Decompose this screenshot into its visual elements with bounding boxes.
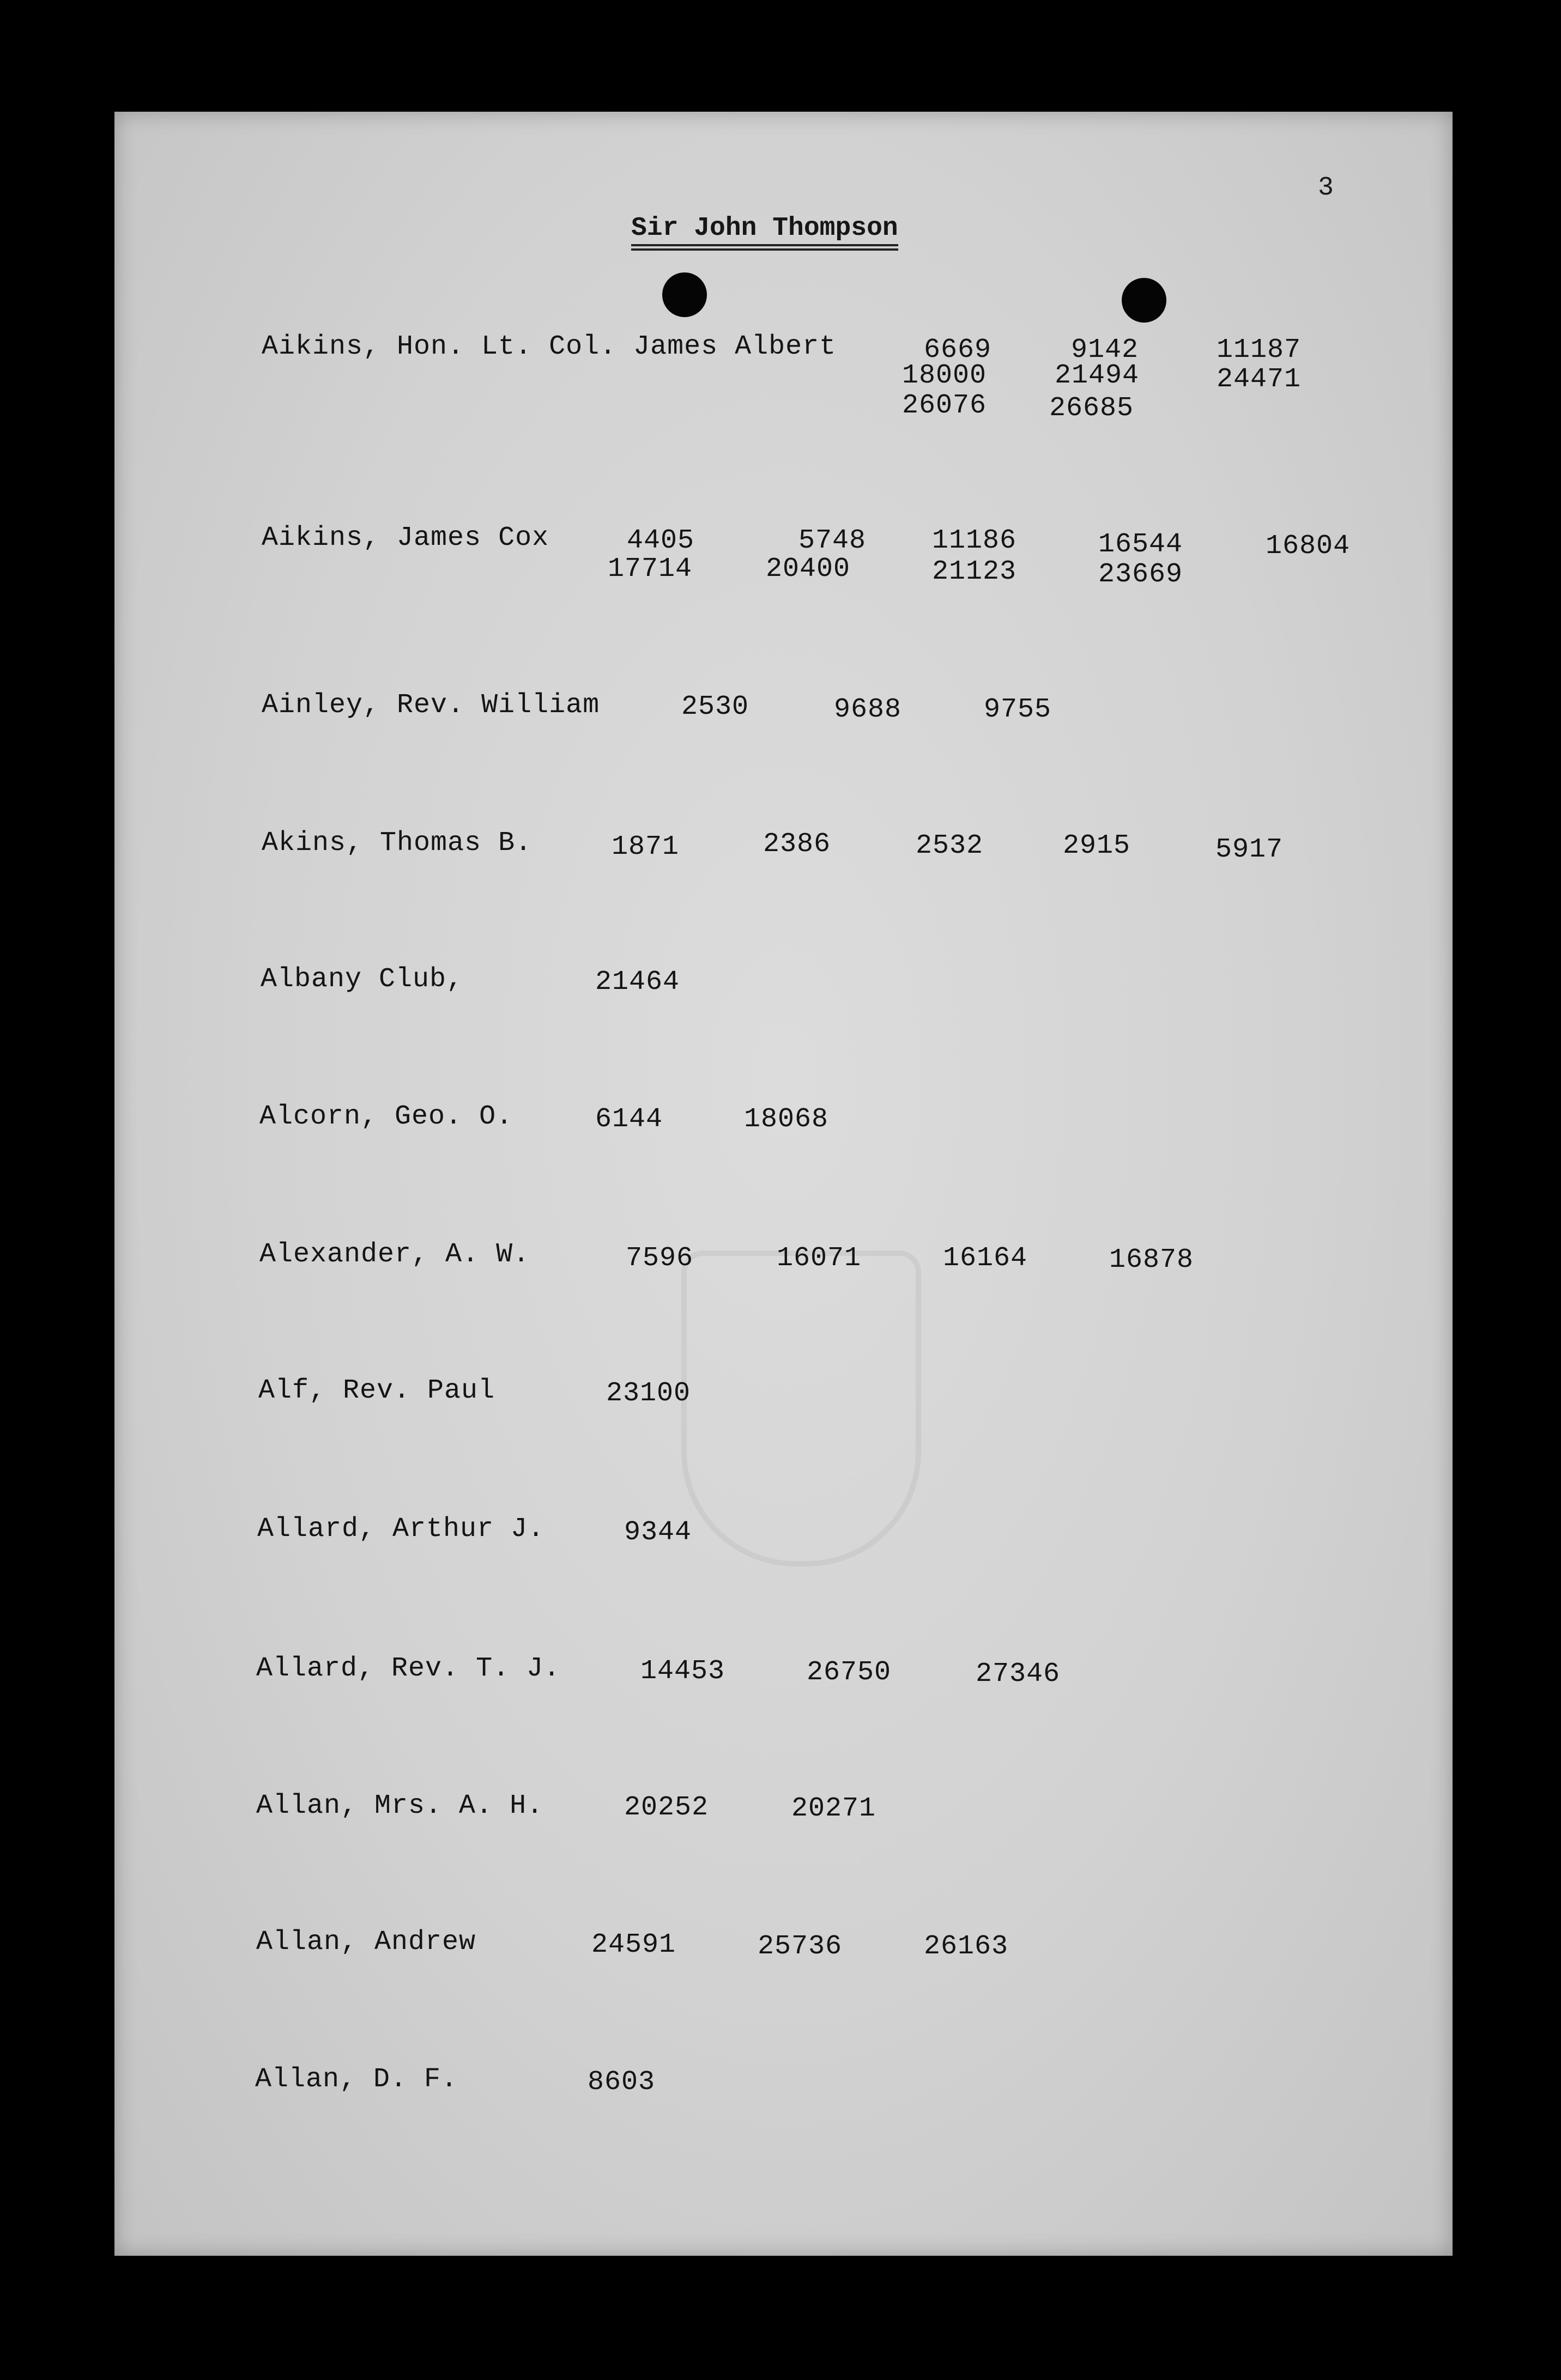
entry-number: 16544 xyxy=(1098,529,1183,560)
entry-name: Allard, Arthur J. xyxy=(257,1514,545,1545)
entry-number: 5748 xyxy=(798,525,867,556)
entry-number: 16071 xyxy=(777,1243,862,1274)
entry-number: 21494 xyxy=(1055,360,1140,391)
entry-name: Akins, Thomas B. xyxy=(262,828,533,859)
entry-number: 23669 xyxy=(1098,559,1183,590)
entry-number: 23100 xyxy=(606,1378,691,1409)
entry-name: Albany Club, xyxy=(261,964,464,995)
entry-number: 2532 xyxy=(916,830,984,861)
entry-number: 4405 xyxy=(627,525,695,556)
entry-name: Alf, Rev. Paul xyxy=(258,1375,495,1406)
entry-number: 18000 xyxy=(902,360,987,391)
entry-number: 9142 xyxy=(1071,335,1139,366)
watermark-shield xyxy=(681,1250,921,1567)
watermark-text xyxy=(758,1594,801,1719)
entry-name: Aikins, Hon. Lt. Col. James Albert xyxy=(262,331,837,362)
page-title: Sir John Thompson xyxy=(631,214,898,246)
entry-number: 2530 xyxy=(681,691,749,722)
entry-number: 24591 xyxy=(591,1929,676,1960)
entry-number: 17714 xyxy=(608,554,693,585)
entry-number: 16878 xyxy=(1109,1244,1194,1276)
entry-number: 2915 xyxy=(1063,830,1131,861)
entry-name: Allan, Mrs. A. H. xyxy=(256,1790,544,1822)
entry-number: 8603 xyxy=(588,2067,656,2098)
entry-number: 26163 xyxy=(924,1931,1009,1962)
entry-number: 21123 xyxy=(932,556,1017,587)
punch-hole xyxy=(662,272,707,317)
entry-number: 14453 xyxy=(640,1656,725,1687)
entry-number: 9344 xyxy=(624,1517,692,1548)
entry-number: 2386 xyxy=(763,829,831,860)
entry-number: 26076 xyxy=(902,390,987,421)
entry-name: Allan, D. F. xyxy=(255,2064,458,2095)
page-number: 3 xyxy=(1318,173,1334,203)
entry-number: 18068 xyxy=(744,1104,829,1135)
entry-number: 5917 xyxy=(1215,834,1284,865)
entry-number: 16164 xyxy=(943,1243,1028,1274)
entry-number: 25736 xyxy=(758,1931,843,1962)
entry-name: Alcorn, Geo. O. xyxy=(259,1101,513,1132)
entry-number: 16804 xyxy=(1266,531,1351,562)
entry-number: 6144 xyxy=(595,1104,663,1135)
entry-number: 24471 xyxy=(1217,364,1302,395)
entry-number: 9688 xyxy=(834,694,902,725)
entry-number: 27346 xyxy=(976,1659,1061,1690)
entry-number: 9755 xyxy=(984,694,1052,725)
punch-hole xyxy=(1122,278,1166,323)
entry-number: 26685 xyxy=(1049,393,1134,424)
entry-number: 20271 xyxy=(791,1793,876,1824)
entry-number: 20400 xyxy=(766,554,851,585)
entry-name: Ainley, Rev. William xyxy=(262,690,600,721)
entry-number: 7596 xyxy=(626,1243,694,1274)
entry-number: 11186 xyxy=(932,525,1017,556)
entry-number: 1871 xyxy=(612,831,680,863)
entry-name: Aikins, James Cox xyxy=(262,523,549,554)
entry-number: 26750 xyxy=(807,1657,892,1688)
entry-number: 20252 xyxy=(624,1792,709,1823)
entry-name: Allard, Rev. T. J. xyxy=(256,1653,561,1684)
entry-name: Alexander, A. W. xyxy=(259,1239,530,1270)
entry-number: 21464 xyxy=(595,967,680,998)
entry-name: Allan, Andrew xyxy=(256,1927,476,1958)
entry-number: 6669 xyxy=(924,335,992,366)
entry-number: 11187 xyxy=(1217,335,1302,366)
